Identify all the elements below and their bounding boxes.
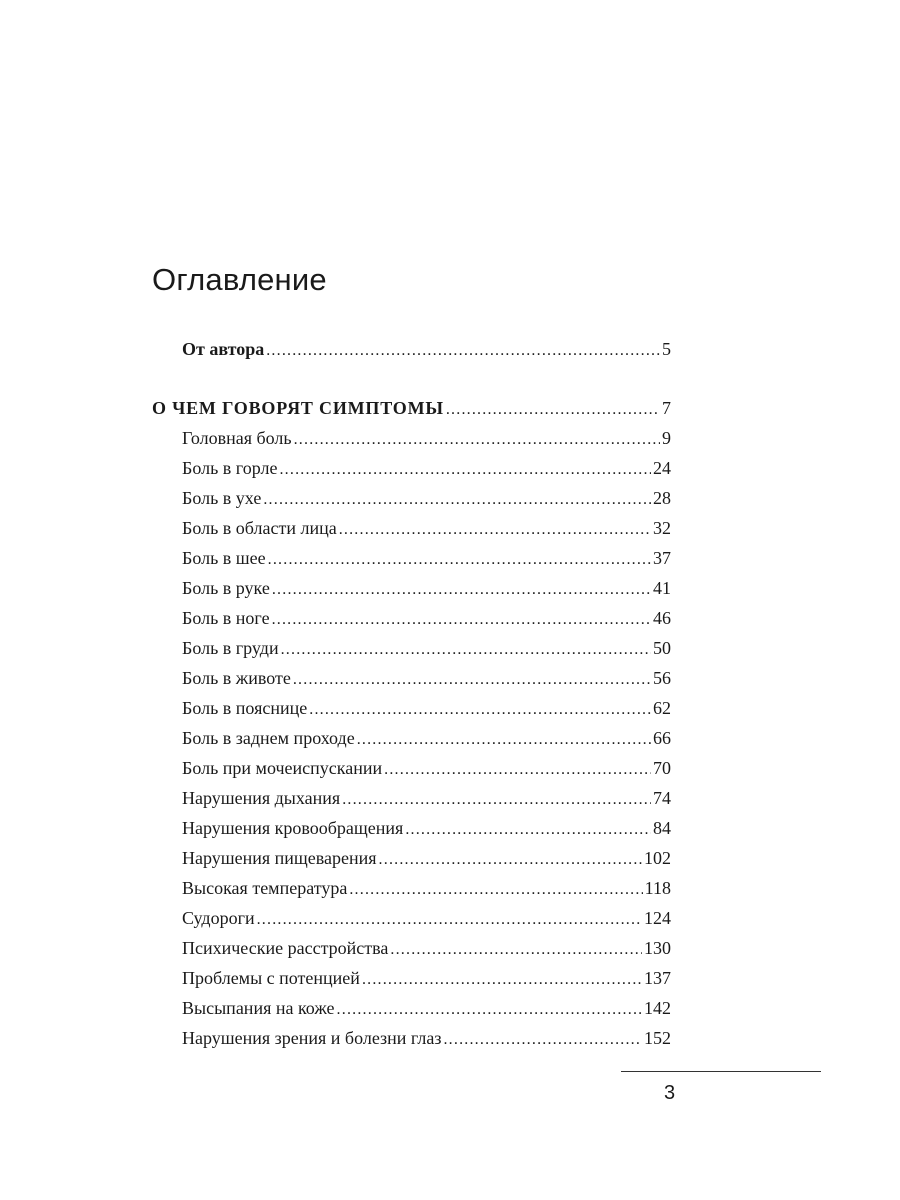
dot-leader <box>263 489 651 511</box>
toc-entry-label: Боль в ноге <box>182 608 270 628</box>
toc-section-page: 7 <box>662 398 671 418</box>
toc-entry[interactable] <box>182 727 671 749</box>
dot-leader <box>446 399 660 421</box>
toc-entry[interactable] <box>182 427 671 449</box>
toc-entry-label: Боль в животе <box>182 668 291 688</box>
toc-entry-label: Проблемы с потенцией <box>182 968 360 988</box>
toc-entry[interactable] <box>182 637 671 659</box>
toc-entry[interactable] <box>182 787 671 809</box>
toc-entry-page: 24 <box>653 458 671 478</box>
toc-entry-label: Боль в руке <box>182 578 270 598</box>
page-number: 3 <box>664 1082 676 1104</box>
toc-entry[interactable] <box>182 907 671 929</box>
toc-entry[interactable] <box>182 487 671 509</box>
toc-entry[interactable] <box>182 457 671 479</box>
toc-entry-label: Психические расстройства <box>182 938 389 958</box>
toc-entry-page: 50 <box>653 638 671 658</box>
dot-leader <box>294 429 660 451</box>
toc-entry-label: Высыпания на коже <box>182 998 335 1018</box>
toc-entry-label: Боль в шее <box>182 548 266 568</box>
toc-entry-page: 32 <box>653 518 671 538</box>
dot-leader <box>379 849 642 871</box>
dot-leader <box>272 609 651 631</box>
toc-entry-page: 102 <box>644 848 671 868</box>
toc-entry[interactable] <box>182 997 671 1019</box>
toc-entry-label: Нарушения зрения и болезни глаз <box>182 1028 442 1048</box>
toc-entry[interactable] <box>182 1027 671 1049</box>
page-title: Оглавление <box>152 262 327 297</box>
toc-entry-label: Боль в пояснице <box>182 698 308 718</box>
dot-leader <box>309 699 651 721</box>
toc-entry[interactable] <box>182 607 671 629</box>
toc-entry-page: 142 <box>644 998 671 1018</box>
dot-leader <box>357 729 651 751</box>
dot-leader <box>362 969 642 991</box>
toc-entry-page: 28 <box>653 488 671 508</box>
toc-entry-label: Нарушения дыхания <box>182 788 341 808</box>
toc-entry-page: 5 <box>662 339 671 359</box>
toc-entry-label: Нарушения кровообращения <box>182 818 404 838</box>
toc-entry[interactable] <box>182 817 671 839</box>
toc-entry[interactable] <box>182 757 671 779</box>
toc-entry[interactable] <box>182 697 671 719</box>
toc-entry-label: Судороги <box>182 908 255 928</box>
toc-entry-page: 62 <box>653 698 671 718</box>
toc-entry-label: Боль при мочеиспускании <box>182 758 383 778</box>
footer-divider <box>621 1071 821 1072</box>
toc-entry-page: 118 <box>644 878 671 898</box>
toc-entry-label: Боль в горле <box>182 458 278 478</box>
toc-entry-label: Головная боль <box>182 428 292 448</box>
toc-entry[interactable] <box>182 547 671 569</box>
dot-leader <box>349 879 642 901</box>
toc-entry-preface[interactable] <box>182 338 671 360</box>
toc-entry-label: Высокая температура <box>182 878 348 898</box>
toc-entry[interactable] <box>182 877 671 899</box>
dot-leader <box>342 789 651 811</box>
dot-leader <box>279 459 651 481</box>
toc-entry-page: 137 <box>644 968 671 988</box>
toc-entry-page: 37 <box>653 548 671 568</box>
toc-entry[interactable] <box>182 937 671 959</box>
toc-entry[interactable] <box>182 847 671 869</box>
dot-leader <box>266 340 660 362</box>
toc-entry[interactable] <box>182 967 671 989</box>
toc-entry[interactable] <box>182 517 671 539</box>
toc-entry-label: Нарушения пищеварения <box>182 848 377 868</box>
dot-leader <box>443 1029 642 1051</box>
toc-entry-label: Боль в области лица <box>182 518 337 538</box>
dot-leader <box>337 999 642 1021</box>
toc-entry-page: 70 <box>653 758 671 778</box>
dot-leader <box>272 579 651 601</box>
dot-leader <box>405 819 651 841</box>
toc-entry-page: 66 <box>653 728 671 748</box>
toc-entry-label: От автора <box>182 339 265 359</box>
toc-entry-page: 130 <box>644 938 671 958</box>
toc-entry[interactable] <box>182 577 671 599</box>
toc-entry-page: 46 <box>653 608 671 628</box>
dot-leader <box>257 909 642 931</box>
toc-entry-page: 124 <box>644 908 671 928</box>
toc-entry-page: 74 <box>653 788 671 808</box>
toc-entry-label: Боль в ухе <box>182 488 262 508</box>
dot-leader <box>268 549 651 571</box>
toc-entry[interactable] <box>182 667 671 689</box>
toc-entry-label: Боль в груди <box>182 638 279 658</box>
dot-leader <box>281 639 651 661</box>
dot-leader <box>293 669 651 691</box>
toc-entry-page: 9 <box>662 428 671 448</box>
dot-leader <box>384 759 651 781</box>
toc-entry-page: 56 <box>653 668 671 688</box>
toc-section-label: О ЧЕМ ГОВОРЯТ СИМПТОМЫ <box>152 398 444 418</box>
toc-entry-page: 41 <box>653 578 671 598</box>
toc-section-heading[interactable] <box>152 397 671 419</box>
dot-leader <box>339 519 651 541</box>
toc-entry-page: 152 <box>644 1028 671 1048</box>
dot-leader <box>390 939 642 961</box>
toc-entry-page: 84 <box>653 818 671 838</box>
toc-entry-label: Боль в заднем проходе <box>182 728 355 748</box>
